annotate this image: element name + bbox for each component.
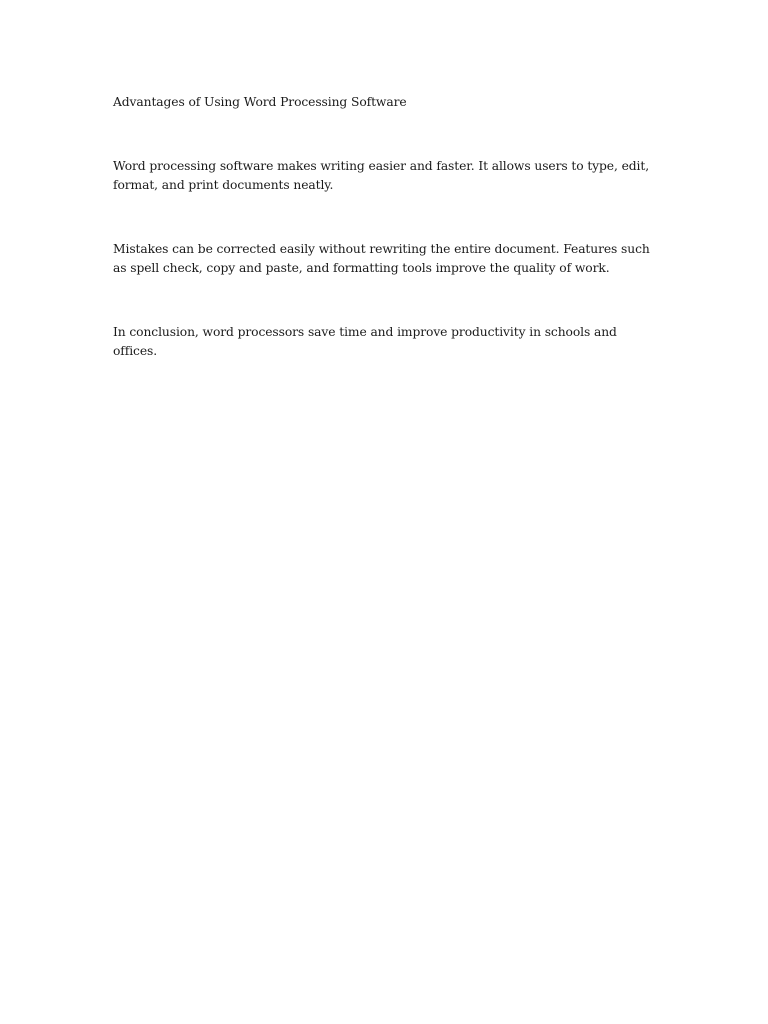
paragraph-conclusion: In conclusion, word processors save time and improve productivity in schools and offices.: [113, 325, 617, 358]
paragraph-intro: Word processing software makes writing easier and faster. It allows users to type, edit, format, and print documents neatly.: [113, 159, 650, 192]
document-title: Advantages of Using Word Processing Software: [113, 95, 407, 109]
paragraph-features: Mistakes can be corrected easily without rewriting the entire document. Features such as spell check, copy and paste, and formatting tools improve the quality of work.: [113, 242, 650, 275]
